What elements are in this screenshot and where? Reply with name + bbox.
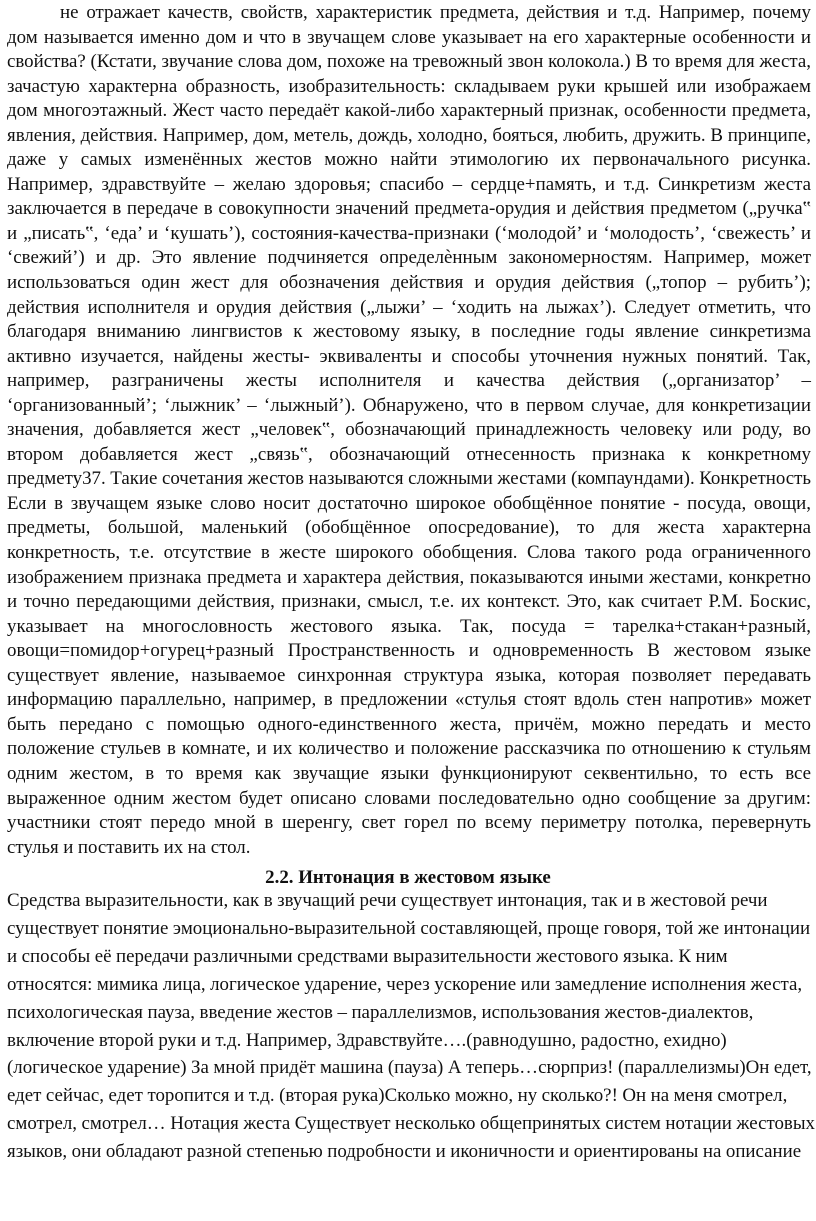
body-paragraph: Средства выразительности, как в звучащий речи существует интонация, так и в жестовой речи существует понятие эмоционально-выразительной составляющей, проще говоря, той же интонации и способы её передачи различными средствами выразительности жестового языка. К ним относятся: мимика лица, логическое ударение, через ускорение или замедление исполнения жеста, психологическая пауза, введение жестов – параллелизмов, использования жестов-диалектов, включение второй руки и т.д. Например, Здравствуйте….(равнодушно, радостно, ехидно) (логическое ударение) За мной придёт машина (пауза) А теперь…сюрприз! (параллелизмы)Он едет, едет сейчас, едет торопится и т.д. (вторая рука)Сколько можно, ну сколько?! Он на меня смотрел, смотрел, смотрел… Нотация жеста Существует несколько общепринятых систем нотации жестовых языков, они обладают разной степенью подробности и иконичности и ориентированы на описание <box>7 890 815 1163</box>
body-paragraph: не отражает качеств, свойств, характеристик предмета, действия и т.д. Например, почему дом называется именно дом и что в звучащем слове указывает на его характерные особенности и свойства? (Кстати, звучание слова дом, похоже на тревожный звон колокола.) В то время для жеста, зачастую характерна образность, изобразительность: складываем руки крышей или изображаем дом многоэтажный. Жест часто передаёт какой-либо характерный признак, особенности предмета, явления, действия. Например, дом, метель, дождь, холодно, бояться, любить, дружить. В принципе, даже у самых изменённых жестов можно найти этимологию их первоначального рисунка. Например, здравствуйте – желаю здоровья; спасибо – сердце+память, и т.д. Синкретизм жеста заключается в передаче в совокупности значений предмета-орудия и действия предметом („ручка‟ и „писать‟, ‘еда’ и ‘кушать’), состояния-качества-признаки (‘молодой’ и ‘молодость’, ‘свежесть’ и ‘свежий’) и др. Это явление подчиняется определѐнным закономерностям. Например, может использоваться один жест для обозначения действия и орудия действия („топор – рубить’); действия исполнителя и орудия действия („лыжи’ – ‘ходить на лыжах’). Следует отметить, что благодаря вниманию лингвистов к жестовому языку, в последние годы явление синкретизма активно изучается, найдены жесты- эквиваленты и способы уточнения нужных понятий. Так, например, разграничены жесты исполнителя и качества действия („организатор’ – ‘организованный’; ‘лыжник’ – ‘лыжный’). Обнаружено, что в первом случае, для конкретизации значения, добавляется жест „человек‟, обозначающий принадлежность человеку или роду, во втором добавляется жест „связь‟, обозначающий отнесенность признака к конкретному предмету37. Такие сочетания жестов называются сложными жестами (компаундами). Конкретность Если в звучащем языке слово носит достаточно широкое обобщённое понятие - посуда, овощи, предметы, большой, маленький (обобщённое опосредование), то для жеста характерна конкретность, т.е. отсутствие в жесте широкого обобщения. Слова такого рода ограниченного изображением признака предмета и характера действия, показываются иными жестами, конкретно и точно передающими действия, признаки, смысл, т.е. их контекст. Это, как считает Р.М. Боскис, указывает на многословность жестового языка. Так, посуда = тарелка+стакан+разный, овощи=помидор+огурец+разный Пространственность и одновременность В жестовом языке существует явление, называемое синхронная структура языка, которая позволяет передавать информацию параллельно, например, в предложении «стулья стоят вдоль стен напротив» может быть передано с помощью одного-единственного жеста, причём, можно передать и место положение стульев в комнате, и их количество и положение рассказчика по отношению к стульям одним жестом, в то время как звучащие языки функционируют секвентильно, то есть все выраженное одним жестом будет описано словами последовательно одно сообщение за другим: участники стоят передо мной в шеренгу, свет горел по всему периметру потолка, перевернуть стулья и поставить их на стол. <box>7 2 811 858</box>
section-heading: 2.2. Интонация в жестовом языке <box>265 867 551 888</box>
